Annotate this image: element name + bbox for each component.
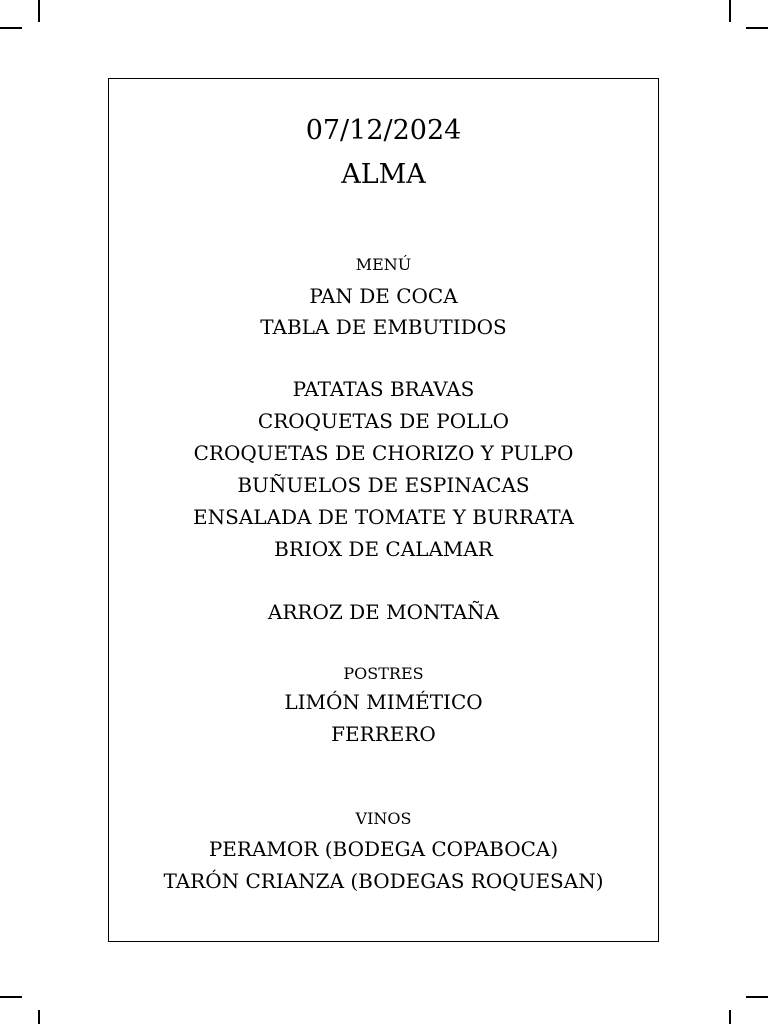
menu-item: CROQUETAS DE CHORIZO Y PULPO (193, 441, 574, 465)
menu-item: CROQUETAS DE POLLO (257, 409, 510, 433)
crop-mark-bottom-right-vertical (729, 1010, 731, 1024)
vinos-heading: VINOS (355, 809, 412, 828)
crop-mark-top-left-vertical (38, 0, 40, 22)
crop-mark-top-left-horizontal (0, 27, 22, 29)
menu-item: TABLA DE EMBUTIDOS (260, 315, 507, 339)
menu-item: PATATAS BRAVAS (292, 377, 475, 401)
crop-mark-top-right-horizontal (746, 27, 768, 29)
postre-item: LIMÓN MIMÉTICO (284, 690, 483, 714)
restaurant-name: ALMA (341, 159, 426, 190)
vino-item: TARÓN CRIANZA (BODEGAS ROQUESAN) (163, 869, 604, 893)
crop-mark-top-right-vertical (729, 0, 731, 22)
postres-heading: POSTRES (343, 664, 424, 683)
menu-heading: MENÚ (355, 255, 412, 274)
postre-item: FERRERO (331, 722, 436, 746)
vino-item: PERAMOR (BODEGA COPABOCA) (208, 837, 559, 861)
menu-item: BUÑUELOS DE ESPINACAS (237, 473, 530, 497)
menu-card (108, 78, 659, 942)
crop-mark-bottom-left-horizontal (0, 996, 22, 998)
menu-item: ENSALADA DE TOMATE Y BURRATA (193, 505, 574, 529)
menu-item: ARROZ DE MONTAÑA (267, 600, 500, 624)
crop-mark-bottom-right-horizontal (746, 996, 768, 998)
menu-item: BRIOX DE CALAMAR (274, 537, 493, 561)
event-date: 07/12/2024 (305, 115, 462, 146)
menu-item: PAN DE COCA (309, 284, 458, 308)
crop-mark-bottom-left-vertical (38, 1010, 40, 1024)
